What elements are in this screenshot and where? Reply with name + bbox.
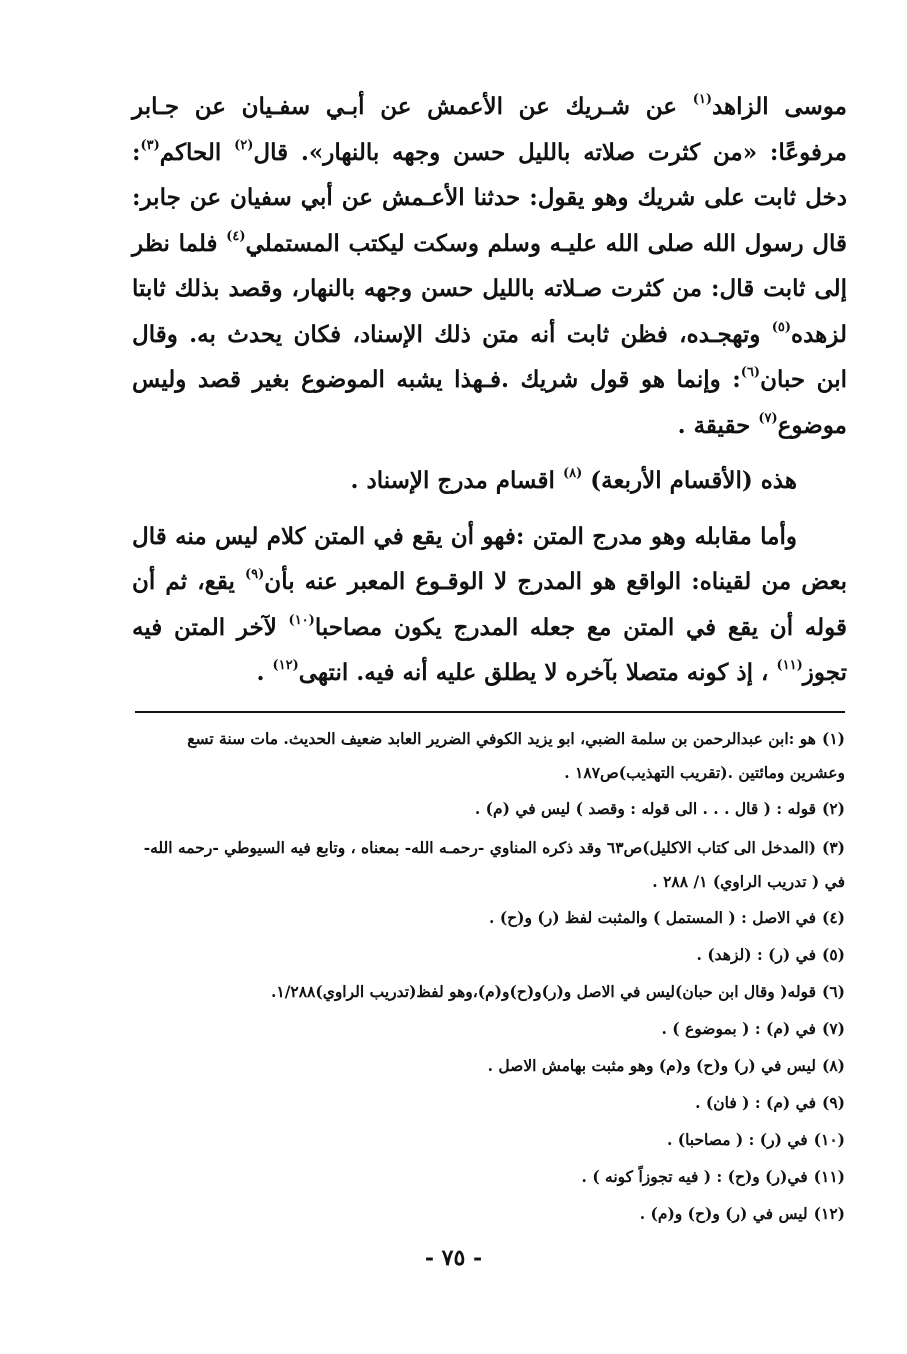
text-run: موسى الزاهد xyxy=(711,93,847,120)
footnote-4 xyxy=(130,903,845,940)
footnote-10 xyxy=(130,1125,845,1162)
footnote-text: في (ر) : ( مصاحبا) . xyxy=(666,1130,808,1149)
footnotes xyxy=(130,722,845,1236)
footnote-1 xyxy=(130,722,845,794)
paragraph-1 xyxy=(132,84,847,448)
footnote-text: هو :ابن عبدالرحمن بن سلمة الضبي، ابو يزيد الكوفي الضرير العابد ضعيف الحديث. مات سنة تسع وعشرين ومائتين .(تقريب التهذيب)ص١٨٧ . xyxy=(187,729,845,782)
text-run: لآخر المتن فيه تجوز xyxy=(132,613,847,686)
footnote-5 xyxy=(130,940,845,977)
footnote-text: ليس في (ر) و(ح) و(م) . xyxy=(639,1204,808,1223)
footnote-ref: (١) xyxy=(692,91,712,107)
footnote-text: في (ر) : (لزهد) . xyxy=(696,945,816,964)
text-run: وأما مقابله وهو مدرج المتن :فهو أن يقع في المتن كلام ليس منه قال بعض من لقيناه: الواقع هو المدرج لا الوقـوع المعبر عنه بأن xyxy=(132,522,847,595)
text-run: يقع، ثم أن قوله أن يقع في المتن مع جعله المدرج يكون مصاحبا xyxy=(132,568,847,641)
footnote-ref: (٨) xyxy=(562,465,583,481)
footnote-2 xyxy=(130,794,845,831)
footnote-ref: (١٢) xyxy=(272,657,299,673)
footnote-text: (المدخل الى كتاب الاكليل)ص٦٣ وقد ذكره المناوي -رحمـه الله- بمعناه ، وتابع فيه السيوطي -رحمه الله- في ( تدريب الراوي) ١/ ٢٨٨ . xyxy=(143,838,845,891)
footnote-number: (٥) xyxy=(821,945,845,964)
footnote-text: في(ر) و(ح) : ( فيه تجوزاً كونه ) . xyxy=(581,1167,808,1186)
footnote-7 xyxy=(130,1014,845,1051)
text-run: ، إذ كونه متصلا بآخره لا يطلق عليه أنه فيه. انتهى xyxy=(298,659,777,686)
text-run: هذه (الأقسام الأربعة) xyxy=(582,467,797,494)
footnote-number: (٦) xyxy=(821,982,845,1001)
footnote-ref: (٤) xyxy=(226,228,246,244)
footnote-number: (١١) xyxy=(813,1167,845,1186)
footnote-number: (١) xyxy=(821,729,845,748)
main-text xyxy=(132,84,847,696)
text-run: . xyxy=(256,659,273,686)
footnote-number: (٣) xyxy=(821,838,845,857)
footnote-ref: (٢) xyxy=(234,137,254,153)
footnote-number: (١٠) xyxy=(813,1130,845,1149)
text-run: اقسام مدرج الإسناد . xyxy=(350,467,563,494)
footnote-12 xyxy=(130,1199,845,1236)
footnote-text: في (م) : ( فان) . xyxy=(695,1093,816,1112)
footnote-ref: (٧) xyxy=(758,410,778,426)
text-run: : وإنما هو قول شريك .فـهذا يشبه الموضوع بغير قصد وليس موضوع xyxy=(132,366,847,439)
text-run: الحاكم xyxy=(159,138,235,166)
paragraph-2 xyxy=(132,458,847,504)
paragraph-3 xyxy=(132,514,847,696)
footnote-number: (٩) xyxy=(821,1093,845,1112)
footnote-text: قوله : ( قال . . . الى قوله : وقصد ) ليس في (م) . xyxy=(474,799,816,818)
footnote-11 xyxy=(130,1162,845,1199)
footnote-number: (٢) xyxy=(821,799,845,818)
page-number: - ٧٥ - xyxy=(424,1245,483,1271)
footnote-number: (٧) xyxy=(821,1019,845,1038)
footnote-text: قوله( وقال ابن حبان)ليس في الاصل و(ر)و(ح)و(م)،وهو لفظ(تدريب الراوي)١/٢٨٨. xyxy=(270,982,816,1001)
text-run: وتهجـده، فظن ثابت أنه متن ذلك الإسناد، فكان يحدث به. وقال ابن حبان xyxy=(132,320,847,393)
footnote-number: (١٢) xyxy=(813,1204,845,1223)
footnote-text: ليس في (ر) و(ح) و(م) وهو مثبت بهامش الاصل . xyxy=(487,1056,816,1075)
text-run: عن شـريك عن الأعمش عن أبـي سفـيان عن جـابر مرفوعًا: «من كثرت صلاته بالليل حسن وجهه بالنهار». قال xyxy=(132,93,847,166)
footnote-9 xyxy=(130,1088,845,1125)
footnote-text: في (م) : ( بموضوع ) . xyxy=(661,1019,816,1038)
footnote-text: في الاصل : ( المستمل ) والمثبت لفظ (ر) و(ح) . xyxy=(489,908,816,927)
footnote-6 xyxy=(130,977,845,1014)
footnote-ref: (٩) xyxy=(245,566,265,582)
footnote-3 xyxy=(130,831,845,903)
text-run: : دخل ثابت على شريك وهو يقول: حدثنا الأعـمش عن أبي سفيان عن جابر: قال رسول الله صلى الله عليـه وسلم وسكت ليكتب المستملي xyxy=(132,138,848,257)
footnote-ref: (٥) xyxy=(771,319,792,335)
footnote-number: (٨) xyxy=(821,1056,845,1075)
text-run: فلما نظر إلى ثابت قال: من كثرت صـلاته بالليل حسن وجهه بالنهار، وقصد بذلك ثابتا لزهده xyxy=(132,229,847,348)
footnote-ref: (١٠) xyxy=(288,612,315,628)
footnote-separator xyxy=(135,711,845,713)
footnote-ref: (٦) xyxy=(740,364,761,380)
footnote-number: (٤) xyxy=(821,908,845,927)
footnote-ref: (١١) xyxy=(776,657,803,673)
text-run: حقيقة . xyxy=(677,411,759,439)
footnote-8 xyxy=(130,1051,845,1088)
footnote-ref: (٣) xyxy=(140,137,160,153)
